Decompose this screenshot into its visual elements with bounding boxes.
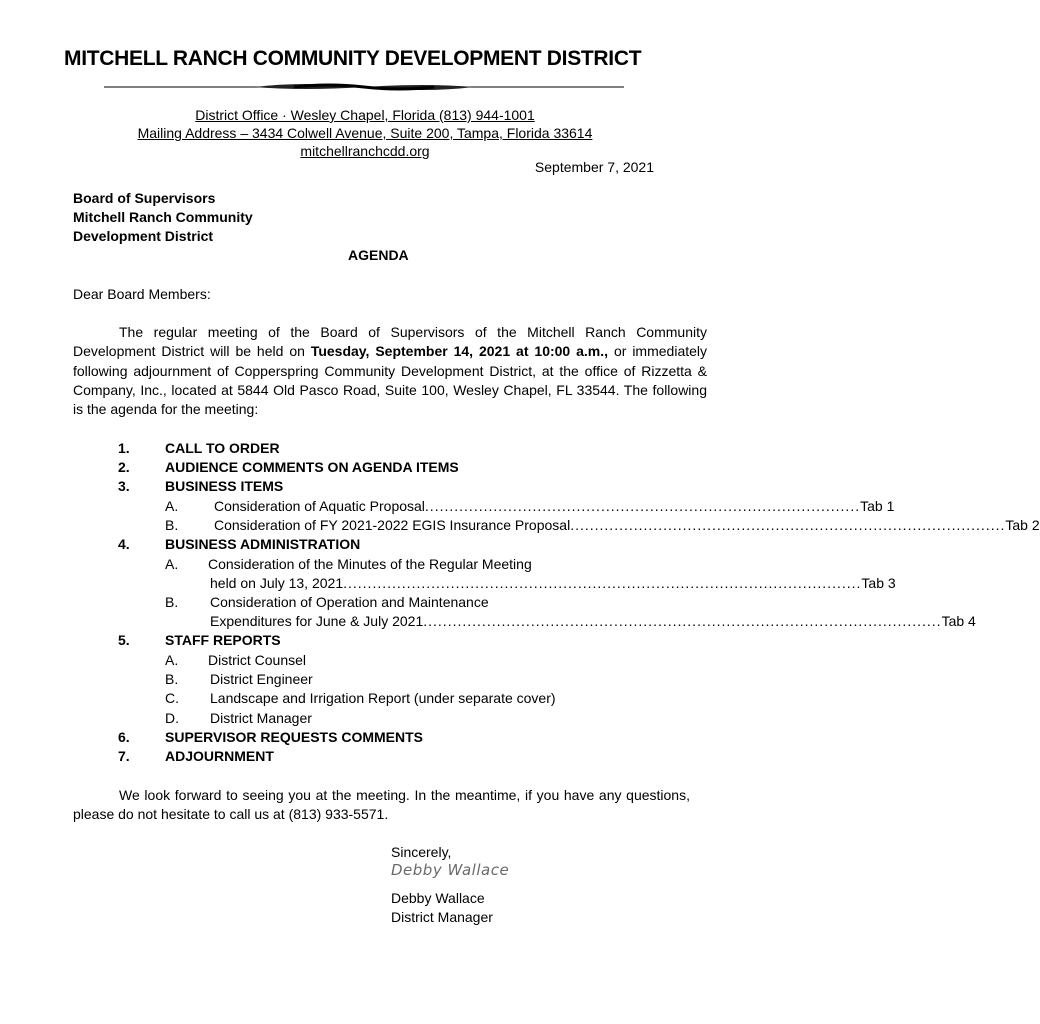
section-adjournment: ADJOURNMENT	[165, 748, 274, 764]
staff-report-district-engineer: District Engineer	[210, 671, 313, 687]
item-text: Consideration of Operation and Maintenance	[210, 594, 489, 610]
item-number: 3.	[118, 478, 130, 494]
intro-paragraph	[73, 323, 707, 419]
office-line: District Office · Wesley Chapel, Florida (813) 944-1001	[195, 107, 535, 123]
agenda-heading: AGENDA	[348, 247, 409, 263]
tab-reference: Tab 3	[861, 575, 896, 591]
agenda-item-om-expenditures	[210, 613, 976, 629]
item-letter: B.	[165, 517, 179, 533]
item-number: 5.	[118, 632, 130, 648]
item-text: Consideration of Aquatic Proposal	[214, 498, 425, 514]
item-number: 1.	[118, 440, 130, 456]
website-link[interactable]: mitchellranchcdd.org	[300, 143, 430, 159]
staff-report-district-counsel: District Counsel	[208, 652, 307, 668]
district-title: MITCHELL RANCH COMMUNITY DEVELOPMENT DISTRICT	[64, 47, 642, 70]
item-letter: A.	[165, 652, 179, 668]
item-number: 4.	[118, 536, 130, 552]
dot-leader: ..........................................................................................................	[423, 613, 942, 629]
handwritten-signature: Debby Wallace	[391, 861, 510, 879]
mailing-address: Mailing Address – 3434 Colwell Avenue, Suite 200, Tampa, Florida 33614	[137, 125, 593, 141]
section-staff-reports: STAFF REPORTS	[165, 632, 281, 648]
item-letter: C.	[165, 690, 179, 706]
section-business-items: BUSINESS ITEMS	[165, 478, 284, 494]
signer-name: Debby Wallace	[391, 890, 485, 906]
item-text: held on July 13, 2021	[210, 575, 344, 591]
intro-text: The regular meeting of the Board of Supervisors of the Mitchell Ranch Community Development District will be held on	[73, 324, 707, 360]
salutation: Dear Board Members:	[73, 286, 211, 302]
tab-reference: Tab 4	[941, 613, 976, 629]
dot-leader: .........................................................................................	[570, 517, 1006, 533]
item-text: Consideration of FY 2021-2022 EGIS Insurance Proposal	[214, 517, 571, 533]
item-text: Expenditures for June & July 2021	[210, 613, 424, 629]
item-letter: A.	[165, 556, 179, 572]
staff-report-district-manager: District Manager	[210, 710, 312, 726]
item-letter: A.	[165, 498, 179, 514]
staff-report-landscape: Landscape and Irrigation Report (under separate cover)	[210, 690, 556, 706]
item-number: 6.	[118, 729, 130, 745]
section-supervisor-requests: SUPERVISOR REQUESTS COMMENTS	[165, 729, 424, 745]
tab-reference: Tab 1	[860, 498, 895, 514]
agenda-item-aquatic-proposal	[214, 498, 895, 514]
decorative-header-rule	[104, 80, 624, 94]
item-letter: D.	[165, 710, 179, 726]
item-number: 7.	[118, 748, 130, 764]
addressee-block	[73, 189, 253, 246]
tab-reference: Tab 2	[1005, 517, 1040, 533]
closing-text: We look forward to seeing you at the meeting. In the meantime, if you have any questions, please do not hesitate to call us at (813) 933-5571.	[73, 787, 690, 823]
item-number: 2.	[118, 459, 130, 475]
addressee-line: Mitchell Ranch Community	[73, 209, 253, 225]
section-audience-comments: AUDIENCE COMMENTS ON AGENDA ITEMS	[165, 459, 459, 475]
addressee-line: Development District	[73, 228, 214, 244]
dot-leader: .........................................................................................	[424, 498, 861, 514]
item-text: Consideration of the Minutes of the Regular Meeting	[208, 556, 532, 572]
addressee-line: Board of Supervisors	[73, 190, 216, 206]
signer-role: District Manager	[391, 909, 493, 925]
intro-text-cont: or immediately following adjournment of Copperspring Community Development District, at the office of Rizzetta & Company, Inc., located at 5844 Old Pasco Road, Suite 100, Wesley Chapel, FL 33544. The following is the agenda for the meeting:	[73, 343, 708, 418]
meeting-datetime: Tuesday, September 14, 2021 at 10:00 a.m.,	[310, 343, 609, 360]
section-call-to-order: CALL TO ORDER	[165, 440, 280, 456]
dot-leader: ..........................................................................................................	[343, 575, 862, 591]
letter-date: September 7, 2021	[534, 159, 654, 175]
item-letter: B.	[165, 671, 179, 687]
closing-paragraph	[73, 786, 690, 825]
section-business-administration: BUSINESS ADMINISTRATION	[165, 536, 361, 552]
agenda-item-egis-insurance	[214, 517, 1040, 533]
sincerely: Sincerely,	[391, 844, 452, 860]
agenda-item-minutes	[210, 575, 896, 591]
item-letter: B.	[165, 594, 179, 610]
